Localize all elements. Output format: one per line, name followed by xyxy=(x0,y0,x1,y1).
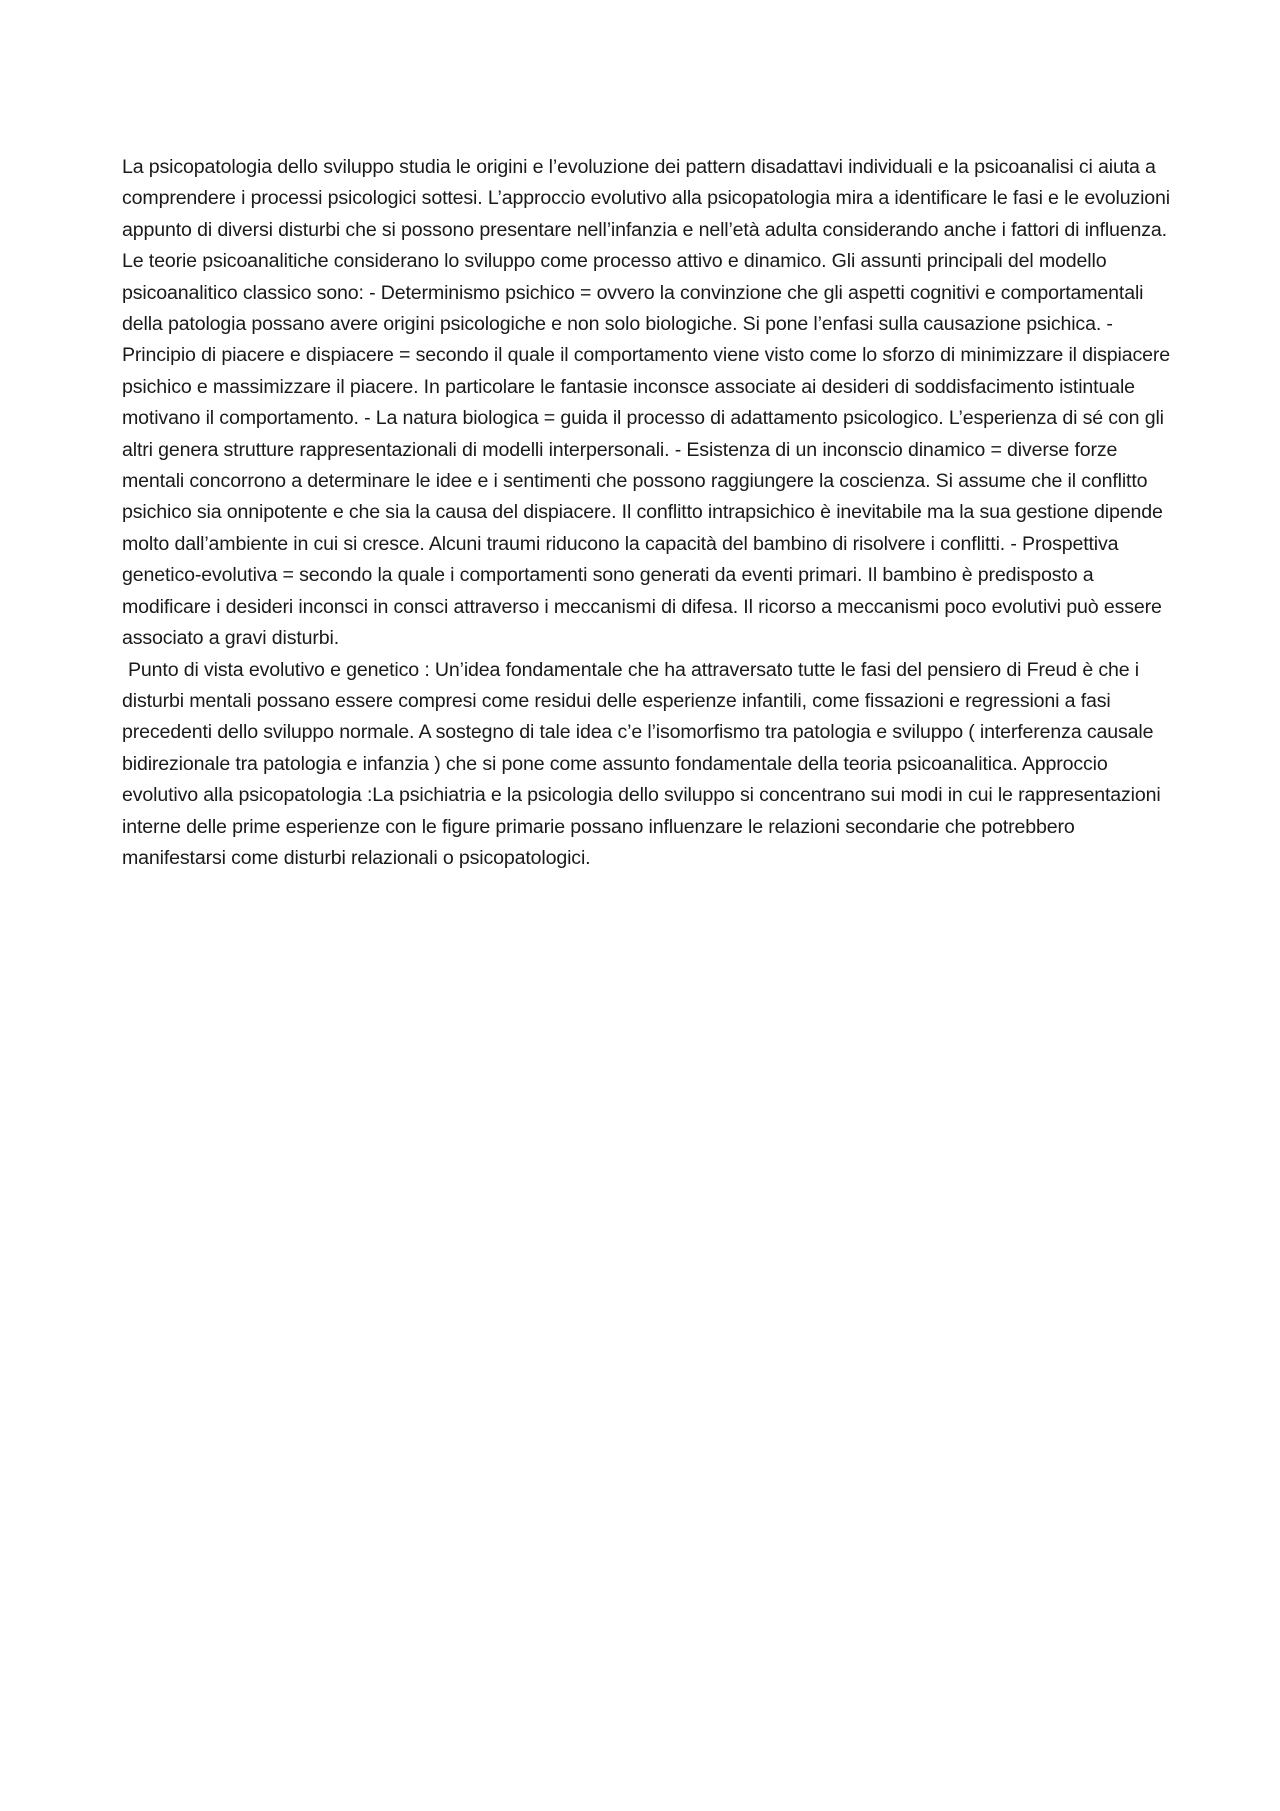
paragraph-punto-di-vista-evolutivo: Punto di vista evolutivo e genetico : Un’idea fondamentale che ha attraversato tutte le fasi del pensiero di Freud è che i disturbi mentali possano essere compresi come residui delle esperienze infantili, come fissazioni e regressioni a fasi precedenti dello sviluppo normale. A sostegno di tale idea c’e l’isomorfismo tra patologia e sviluppo ( interferenza causale bidirezionale tra patologia e infanzia ) che si pone come assunto fondamentale della teoria psicoanalitica. Approccio evolutivo alla psicopatologia :La psichiatria e la psicologia dello sviluppo si concentrano sui modi in cui le rappresentazioni interne delle prime esperienze con le figure primarie possano influenzare le relazioni secondarie che potrebbero manifestarsi come disturbi relazionali o psicopatologici. xyxy=(122,658,1161,869)
paragraph-psicopatologia-sviluppo: La psicopatologia dello sviluppo studia le origini e l’evoluzione dei pattern disadattavi individuali e la psicoanalisi ci aiuta a comprendere i processi psicologici sottesi. L’approccio evolutivo alla psicopatologia mira a identificare le fasi e le evoluzioni appunto di diversi disturbi che si possono presentare nell’infanzia e nell’età adulta considerando anche i fattori di influenza. Le teorie psicoanalitiche considerano lo sviluppo come processo attivo e dinamico. Gli assunti principali del modello psicoanalitico classico sono: - Determinismo psichico = ovvero la convinzione che gli aspetti cognitivi e comportamentali della patologia possano avere origini psicologiche e non solo biologiche. Si pone l’enfasi sulla causazione psichica. - Principio di piacere e dispiacere = secondo il quale il comportamento viene visto come lo sforzo di minimizzare il dispiacere psichico e massimizzare il piacere. In particolare le fantasie inconsce associate ai desideri di soddisfacimento istintuale motivano il comportamento. - La natura biologica = guida il processo di adattamento psicologico. L’esperienza di sé con gli altri genera strutture rappresentazionali di modelli interpersonali. - Esistenza di un inconscio dinamico = diverse forze mentali concorrono a determinare le idee e i sentimenti che possono raggiungere la coscienza. Si assume che il conflitto psichico sia onnipotente e che sia la causa del dispiacere. Il conflitto intrapsichico è inevitabile ma la sua gestione dipende molto dall’ambiente in cui si cresce. Alcuni traumi riducono la capacità del bambino di risolvere i conflitti. - Prospettiva genetico-evolutiva = secondo la quale i comportamenti sono generati da eventi primari. Il bambino è predisposto a modificare i desideri inconsci in consci attraverso i meccanismi di difesa. Il ricorso a meccanismi poco evolutivi può essere associato a gravi disturbi. xyxy=(122,156,1170,650)
document-body xyxy=(122,152,1170,874)
